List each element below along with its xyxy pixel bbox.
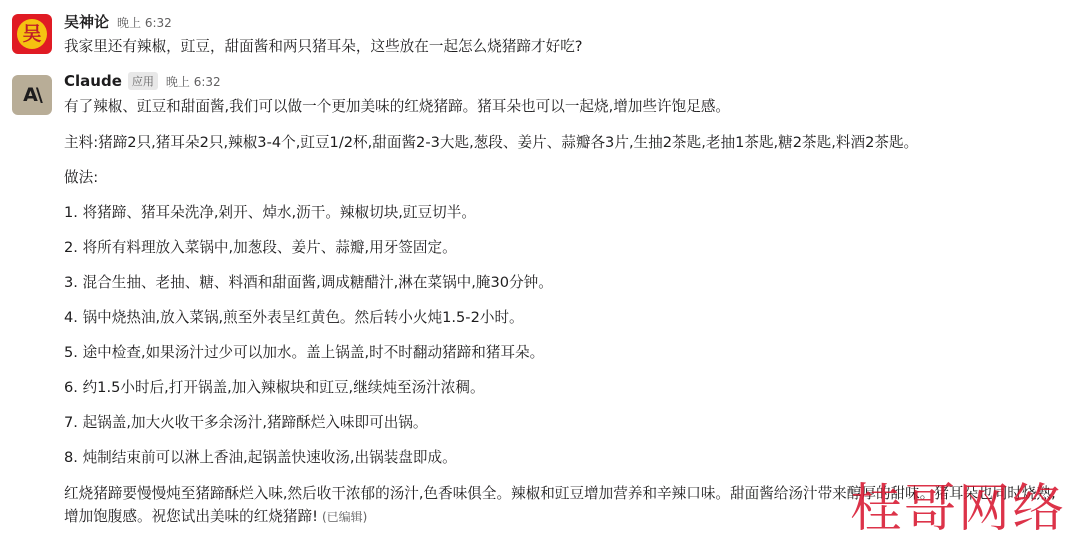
step-item: 5. 途中检查,如果汤汁过少可以加水。盖上锅盖,时不时翻动猪蹄和猪耳朵。 — [64, 344, 545, 361]
step-item: 7. 起锅盖,加大火收干多余汤汁,猪蹄酥烂入味即可出锅。 — [64, 414, 428, 431]
step-item: 6. 约1.5小时后,打开锅盖,加入辣椒块和豇豆,继续炖至汤汁浓稠。 — [64, 379, 485, 396]
edited-label: (已编辑) — [321, 510, 368, 524]
step-item: 4. 锅中烧热油,放入菜锅,煎至外表呈红黄色。然后转小火炖1.5-2小时。 — [64, 309, 524, 326]
step-item: 1. 将猪蹄、猪耳朵洗净,剁开、焯水,沥干。辣椒切块,豇豆切半。 — [64, 204, 476, 221]
message-header — [64, 72, 221, 91]
watermark: 桂哥网络 — [850, 479, 1067, 539]
method-label: 做法: — [64, 169, 99, 186]
claude-avatar[interactable] — [12, 75, 52, 115]
sender-name[interactable]: Claude — [64, 72, 122, 90]
timestamp[interactable]: 晚上 6:32 — [165, 75, 221, 89]
wu-logo-icon: 吴 — [17, 19, 47, 49]
step-item: 8. 炖制结束前可以淋上香油,起锅盖快速收汤,出锅装盘即成。 — [64, 449, 457, 466]
intro-text: 有了辣椒、豇豆和甜面酱,我们可以做一个更加美味的红烧猪蹄。猪耳朵也可以一起烧,增加些许饱足感。 — [64, 98, 731, 115]
message-text: 我家里还有辣椒，豇豆，甜面酱和两只猪耳朵，这些放在一起怎么烧猪蹄才好吃? — [64, 38, 583, 55]
closing-text: 红烧猪蹄要慢慢炖至猪蹄酥烂入味,然后收干浓郁的汤汁,色香味俱全。辣椒和豇豆增加营养和辛辣口味。甜面酱给汤汁带来醇厚的甜味。猪耳朵也同时烧熟,增加饱腹感。祝您试出美味的红烧猪蹄! — [64, 485, 1056, 525]
timestamp[interactable]: 晚上 6:32 — [117, 16, 172, 30]
ingredients-text: 主料:猪蹄2只,猪耳朵2只,辣椒3-4个,豇豆1/2杯,甜面酱2-3大匙,葱段、姜片、蒜瓣各3片,生抽2茶匙,老抽1茶匙,糖2茶匙,料酒2茶匙。 — [64, 134, 919, 151]
step-item: 2. 将所有料理放入菜锅中,加葱段、姜片、蒜瓣,用牙签固定。 — [64, 239, 457, 256]
closing-paragraph — [64, 482, 1064, 529]
message-header — [64, 11, 172, 32]
app-badge: 应用 — [128, 72, 158, 90]
user-avatar[interactable] — [12, 14, 52, 54]
step-item: 3. 混合生抽、老抽、糖、料酒和甜面酱,调成糖醋汁,淋在菜锅中,腌30分钟。 — [64, 274, 553, 291]
anthropic-logo-icon: A\ — [23, 83, 41, 106]
sender-name[interactable]: 吴神论 — [64, 13, 110, 31]
